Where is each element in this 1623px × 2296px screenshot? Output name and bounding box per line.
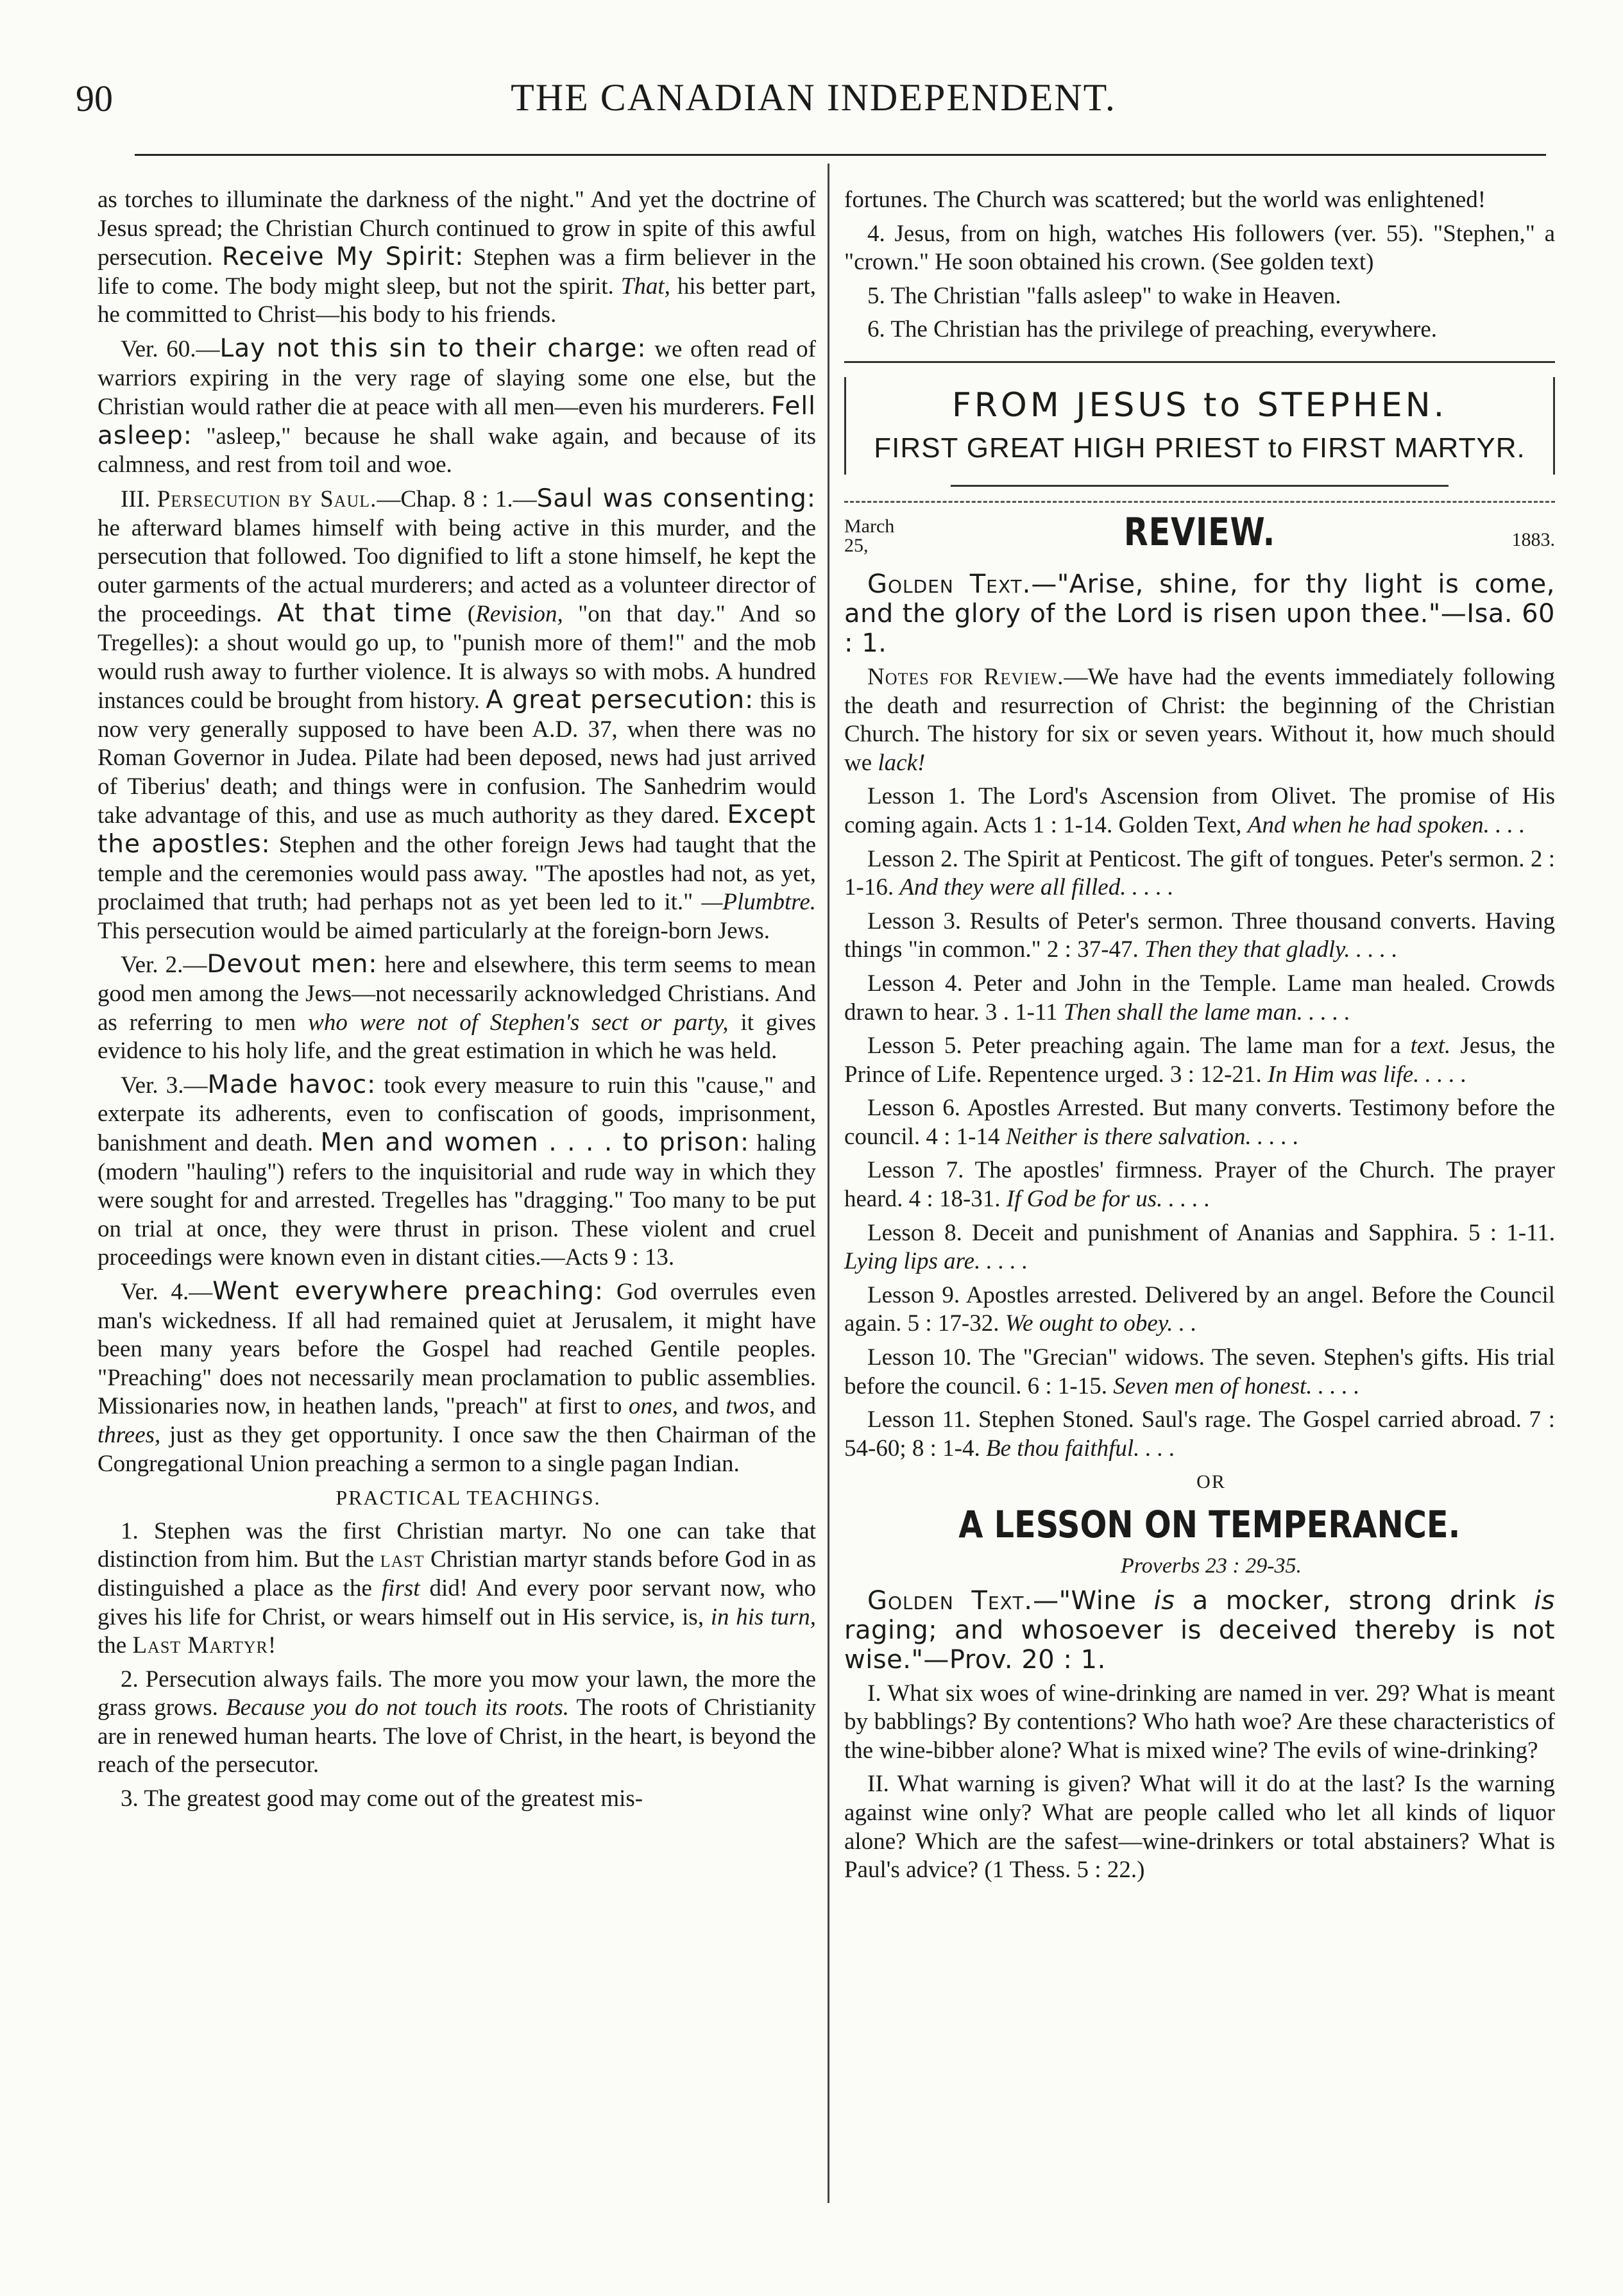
running-title: THE CANADIAN INDEPENDENT. xyxy=(511,76,1116,119)
lesson-item: Lesson 1. The Lord's Ascension from Olivet. The promise of His coming again. Acts 1 : 1-14. Golden Text, And when he had spoken. . . . xyxy=(844,783,1555,838)
lesson-item: Lesson 8. Deceit and punishment of Ananias and Sapphira. 5 : 1-11. Lying lips are. . . . . xyxy=(844,1219,1555,1275)
divider xyxy=(844,501,1555,503)
divider xyxy=(951,485,1449,487)
page-header xyxy=(76,64,1551,128)
question-paragraph: II. What warning is given? What will it do at the last? Is the warning against wine only? What are people called who let all kinds of liquor alone? Which are the safest—wine-drinkers or total abstainers? What is Paul's advice? (1 Thess. 5 : 22.) xyxy=(844,1771,1555,1884)
lesson-item: Lesson 5. Peter preaching again. The lame man for a text. Jesus, the Prince of Life. Repentence urged. 3 : 12-21. In Him was life. . . . . xyxy=(844,1033,1555,1088)
temperance-reference: Proverbs 23 : 29-35. xyxy=(1120,1554,1302,1578)
paragraph: III. Persecution by Saul.—Chap. 8 : 1.—Saul was consenting: he afterward blames himself with being active in this murder, and the persecution that followed. Too dignified to lift a stone himself, he kept the outer garments of the actual murderers; and acted as a volunteer director of the proceedings. At that time (Revision, "on that day." And so Tregelles): a shout would go up, to "punish more of them!" and the mob would rush away to further violence. It is always so with mobs. A hundred instances could be brought from history. A great persecution: this is now very generally supposed to have been A.D. 37, when there was no Roman Governor in Judea. Pilate had been deposed, news had just arrived of Tiberius' death; and things were in confusion. The Sanhedrim would take advantage of this, and use as much authority as they dared. Except the apostles: Stephen and the other foreign Jews had taught that the temple and the ceremonies would pass away. "The apostles had not, as yet, proclaimed that truth; had perhaps not as yet been led to it." —Plumbtre. This persecution would be aimed particularly at the foreign-born Jews. xyxy=(98,484,816,944)
review-notes: Notes for Review.—We have had the events immediately following the death and resurrection of Christ: the beginning of the Christian Church. The history for six or seven years. Without it, how much should we lack! xyxy=(844,663,1556,776)
left-column xyxy=(98,186,816,1819)
lesson-item: Lesson 9. Apostles arrested. Delivered by an angel. Before the Council again. 5 : 17-32. We ought to obey. . . xyxy=(844,1281,1555,1337)
paragraph: 5. The Christian "falls asleep" to wake in Heaven. xyxy=(867,282,1341,309)
paragraph: Ver. 2.—Devout men: here and elsewhere, this term seems to mean good men among the Jews—not necessarily acknowledged Christians. And as referring to men who were not of Stephen's sect or party, it gives evidence to his holy life, and the great estimation in which he was held. xyxy=(98,950,817,1065)
paragraph: Ver. 4.—Went everywhere preaching: God overrules even man's wickedness. If all had remained quiet at Jerusalem, it might have been many years before the Gospel had reached Gentile peoples. "Preaching" does not necessarily mean proclamation to public assemblies. Missionaries now, in heathen lands, "preach" at first to ones, and twos, and threes, just as they get opportunity. I once saw the then Chairman of the Congregational Union preaching a sermon to a single pagan Indian. xyxy=(98,1276,816,1477)
lesson-item: Lesson 11. Stephen Stoned. Saul's rage. The Gospel carried abroad. 7 : 54-60; 8 : 1-4. Be thou faithful. . . . xyxy=(844,1406,1555,1462)
section-box xyxy=(844,377,1555,475)
divider xyxy=(844,361,1555,363)
paragraph: 3. The greatest good may come out of the greatest mis- xyxy=(121,1785,643,1812)
right-column xyxy=(844,186,1555,1890)
review-heading xyxy=(844,509,1555,566)
golden-text: Golden Text.—"Wine is a mocker, strong drink is raging; and whosoever is deceived thereby is not wise."—Prov. 20 : 1. xyxy=(844,1585,1556,1675)
or-separator: OR xyxy=(1196,1471,1226,1493)
paragraph: Ver. 3.—Made havoc: took every measure to ruin this "cause," and exterpate its adherents, even to confiscation of goods, imprisonment, banishment and death. Men and women . . . . to prison: haling (modern "hauling") refers to the inquisitorial and rude way in which they were sought for and arrested. Tregelles has "dragging." Too many to be put on trial at once, they were thrust in prison. These violent and cruel proceedings were known even in distant cities.—Acts 9 : 13. xyxy=(98,1070,817,1271)
lesson-item: Lesson 3. Results of Peter's sermon. Three thousand converts. Having things "in common." 2 : 37-47. Then they that gladly. . . . . xyxy=(844,907,1555,963)
paragraph: Ver. 60.—Lay not this sin to their charge: we often read of warriors expiring in the very rage of slaying some one else, but the Christian would rather die at peace with all men—even his murderers. Fell asleep: "asleep," because he shall wake again, and because of its calmness, and rest from toil and woe. xyxy=(98,333,816,478)
golden-text: Golden Text.—"Arise, shine, for thy light is come, and the glory of the Lord is risen upon thee."—Isa. 60 : 1. xyxy=(844,569,1555,658)
box-title: FROM JESUS to STEPHEN. xyxy=(951,385,1448,425)
column-divider xyxy=(828,164,829,2203)
review-date: March 25, xyxy=(844,515,895,556)
temperance-title: A LESSON ON TEMPERANCE. xyxy=(958,1503,1461,1546)
paragraph: 1. Stephen was the first Christian martyr. No one can take that distinction from him. But the last Christian martyr stands before God in as distinguished a place as the first did! And every poor servant now, who gives his life for Christ, or wears himself out in His service, is, in his turn, the Last Martyr! xyxy=(98,1517,816,1659)
header-rule xyxy=(135,154,1546,156)
paragraph: 2. Persecution always fails. The more you mow your lawn, the more the grass grows. Because you do not touch its roots. The roots of Christianity are in renewed human hearts. The love of Christ, in the heart, is beyond the reach of the persecutor. xyxy=(98,1666,816,1778)
lesson-item: Lesson 10. The "Grecian" widows. The seven. Stephen's gifts. His trial before the council. 6 : 1-15. Seven men of honest. . . . . xyxy=(844,1344,1555,1399)
page-number: 90 xyxy=(76,78,113,119)
box-subtitle: FIRST GREAT HIGH PRIEST to FIRST MARTYR. xyxy=(874,432,1525,464)
paragraph: as torches to illuminate the darkness of the night." And yet the doctrine of Jesus spread; the Christian Church continued to grow in spite of this awful persecution. Receive My Spirit: Stephen was a firm believer in the life to come. The body might sleep, but not the spirit. That, his better part, he committed to Christ—his body to his friends. xyxy=(98,187,817,328)
question-paragraph: I. What six woes of wine-drinking are named in ver. 29? What is meant by babblings? By contentions? Who hath woe? Are these characteristics of the wine-bibber alone? What is mixed wine? The evils of wine-drinking? xyxy=(844,1680,1555,1764)
paragraph: fortunes. The Church was scattered; but the world was enlightened! xyxy=(844,187,1486,213)
paragraph: 6. The Christian has the privilege of preaching, everywhere. xyxy=(867,316,1438,343)
section-heading: PRACTICAL TEACHINGS. xyxy=(336,1486,601,1510)
paragraph: 4. Jesus, from on high, watches His followers (ver. 55). "Stephen," a "crown." He soon obtained his crown. (See golden text) xyxy=(844,220,1555,276)
lesson-item: Lesson 6. Apostles Arrested. But many converts. Testimony before the council. 4 : 1-14 Neither is there salvation. . . . . xyxy=(844,1095,1555,1150)
review-year: 1883. xyxy=(1511,528,1555,550)
lesson-item: Lesson 7. The apostles' firmness. Prayer of the Church. The prayer heard. 4 : 18-31. If God be for us. . . . . xyxy=(844,1157,1555,1213)
review-title: REVIEW. xyxy=(1123,509,1276,555)
lesson-item: Lesson 2. The Spirit at Penticost. The gift of tongues. Peter's sermon. 2 : 1-16. And they were all filled. . . . . xyxy=(844,845,1555,901)
lesson-item: Lesson 4. Peter and John in the Temple. Lame man healed. Crowds drawn to hear. 3 . 1-11 Then shall the lame man. . . . . xyxy=(844,970,1555,1026)
